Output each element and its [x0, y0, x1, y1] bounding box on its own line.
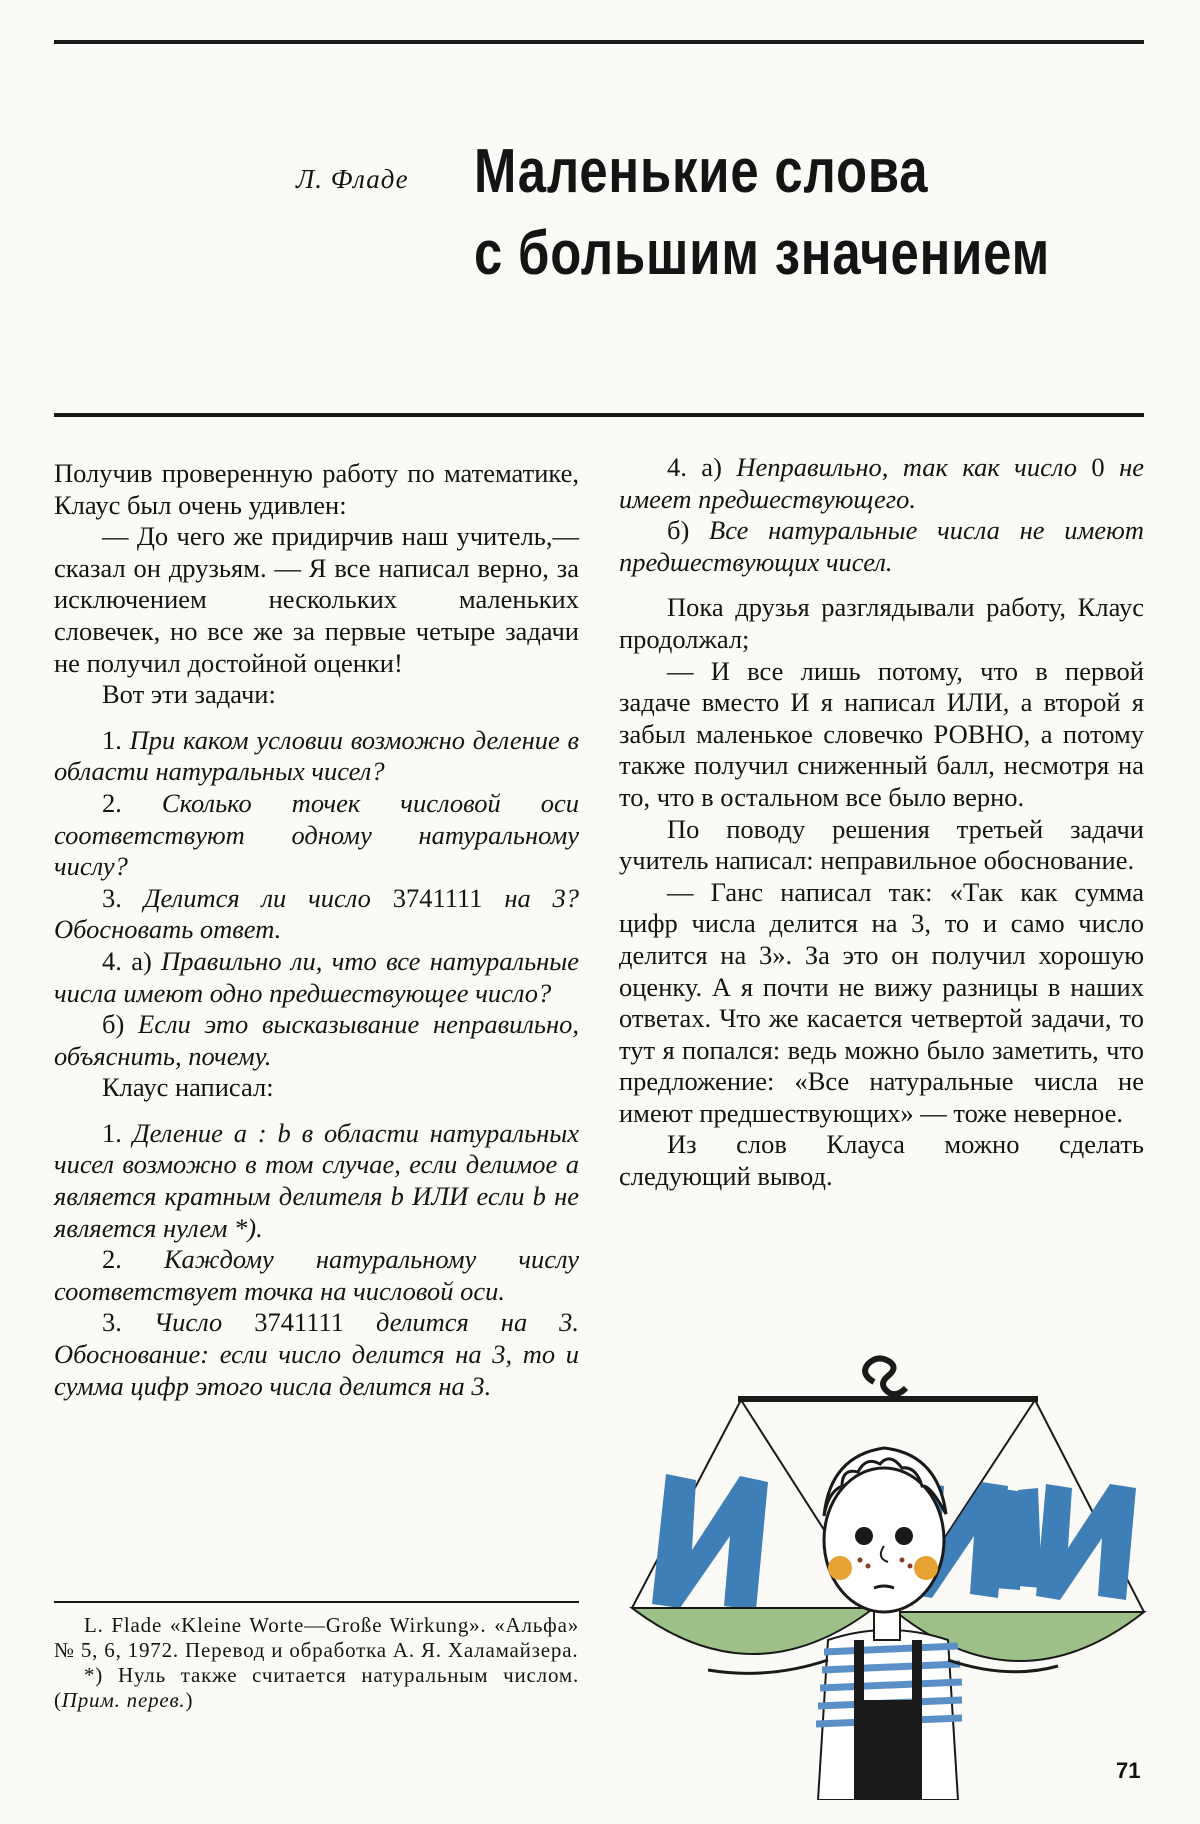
header-divider-rule: [54, 413, 1144, 417]
answers-intro: Клаус написал:: [102, 1072, 274, 1103]
answer-1: 1. Деление a : b в области натуральных чисел возможно в том случае, если делимое a является кратным делителя b ИЛИ если b не является нулем *).: [54, 1117, 580, 1243]
task-3: 3. Делится ли число 3741111 на 3? Обосновать ответ.: [54, 882, 580, 945]
author-name: Л. Фладе: [296, 164, 409, 194]
letter-i-left: [652, 1474, 768, 1610]
right-column: [619, 452, 1144, 1193]
article-title-line-1: Маленькие слова: [474, 137, 929, 206]
paragraph-4: — Ганс написал так: «Так как сумма цифр числа делится на 3, то и само число делится на 3». За это он получил хорошую оценку. А я почти не вижу разницы в наших ответах. Что же касается четвертой задачи, то тут я попался: ведь можно было заметить, что предложение: «Все натуральные числа не имеют предшествующих» — тоже неверное.: [619, 876, 1144, 1128]
task-4a: 4. а) Правильно ли, что все натуральные числа имеют одно предшествующее число?: [54, 945, 580, 1008]
task-2: 2. Сколько точек числовой оси соответствуют одному натуральному числу?: [54, 787, 580, 882]
paragraph-5: Из слов Клауса можно сделать следующий вывод.: [619, 1129, 1144, 1192]
answer-4b: б) Все натуральные числа не имеют предшествующих чисел.: [619, 515, 1145, 577]
article-title-line-2: с большим значением: [474, 219, 1051, 288]
tasks-intro: Вот эти задачи:: [102, 679, 276, 710]
quote-paragraph: — До чего же придирчив наш учитель,— сказал он друзьям. — Я все написал верно, за исключением нескольких маленьких словечек, но все же за первые четыре задачи не получил достойной оценки!: [54, 521, 579, 678]
scale-beam: [738, 1396, 1038, 1402]
scale-hook-icon: [865, 1358, 906, 1394]
answer-4a: 4. а) Неправильно, так как число 0 не имеет предшествующего.: [619, 452, 1145, 514]
paragraph-2: — И все лишь потому, что в первой задаче вместо И я написал ИЛИ, а второй я забыл маленькое словечко РОВНО, а потому также получил сниженный балл, несмотря на то, что в остальном все было верно.: [619, 655, 1144, 812]
task-1: 1. При каком условии возможно деление в области натуральных чисел?: [54, 724, 579, 787]
top-rule: [54, 40, 1144, 44]
balance-scale-illustration: [628, 1340, 1148, 1800]
answer-2: 2. Каждому натуральному числу соответствует точка на числовой оси.: [54, 1244, 579, 1306]
answer-3: 3. Число 3741111 делится на 3. Обоснование: если число делится на 3, то и сумма цифр этого числа делится на 3.: [54, 1307, 580, 1401]
paragraph-1: Пока друзья разглядывали работу, Клаус продолжал;: [619, 592, 1144, 654]
page-number: 71: [1116, 1758, 1141, 1783]
left-column: [54, 458, 579, 1402]
footnotes: [54, 1601, 579, 1713]
task-4b: б) Если это высказывание неправильно, объяснить, почему.: [54, 1009, 579, 1071]
source-note: L. Flade «Kleine Worte—Große Wirkung». «Альфа» № 5, 6, 1972. Перевод и обработка А. Я. Халамайзера.: [54, 1613, 579, 1662]
paragraph-3: По поводу решения третьей задачи учитель написал: неправильное обоснование.: [619, 813, 1144, 876]
translator-note: *) Нуль также считается натуральным числом. (Прим. перев.): [54, 1663, 579, 1712]
intro-paragraph: Получив проверенную работу по математике, Клаус был очень удивлен:: [54, 458, 579, 520]
